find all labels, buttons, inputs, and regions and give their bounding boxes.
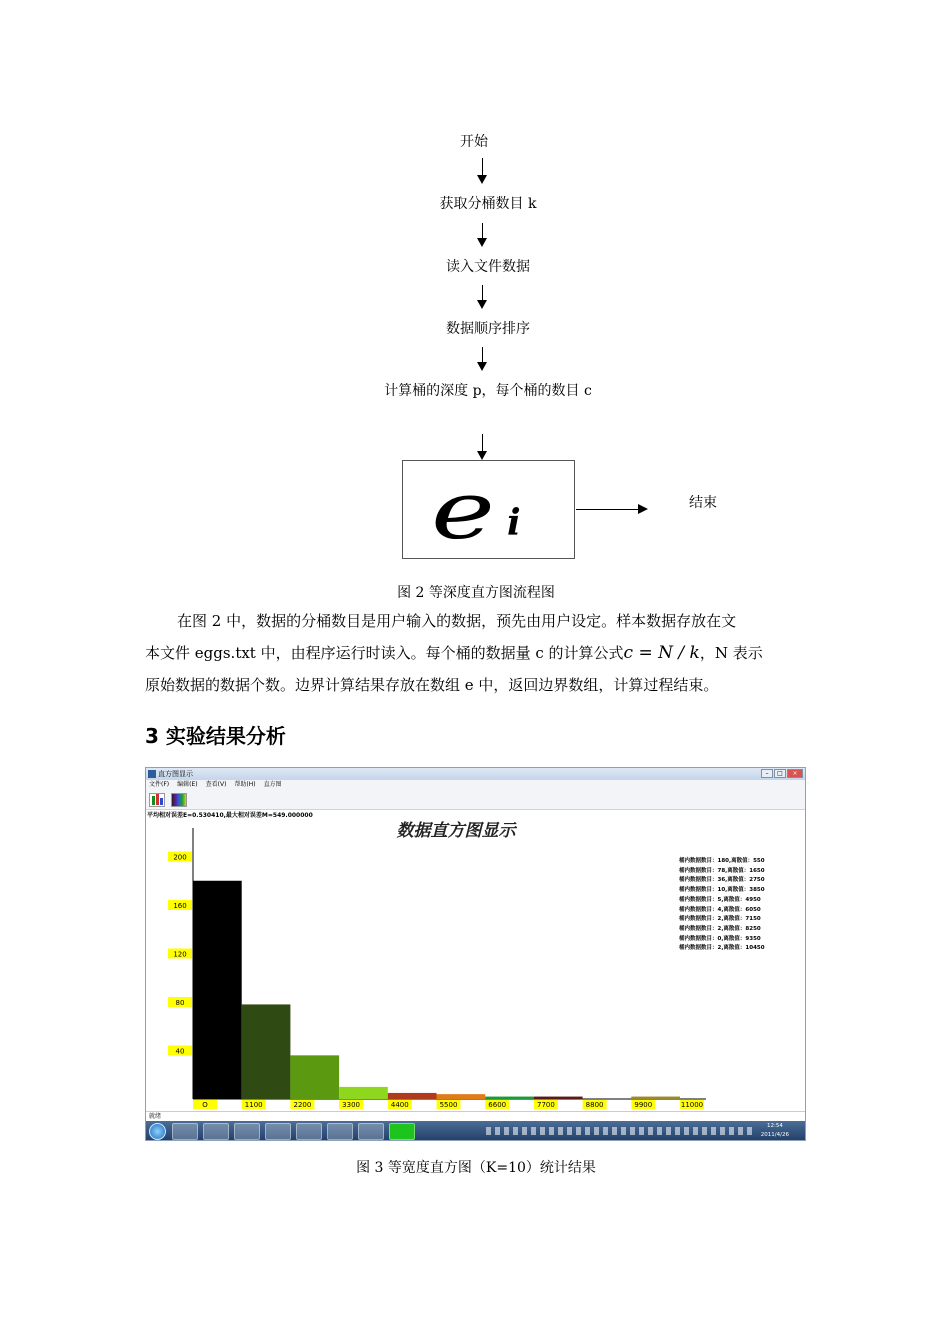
x-tick-label: 8800 [585, 1101, 604, 1109]
x-tick-label: 7700 [536, 1101, 555, 1109]
figure2-caption: 图 2 等深度直方图流程图 [397, 585, 555, 601]
x-tick-label: 6600 [488, 1101, 507, 1109]
formula: c = N / k [623, 643, 700, 663]
x-tick-label: 3300 [342, 1101, 361, 1109]
para-line-1: 在图 2 中，数据的分桶数目是用户输入的数据，预先由用户设定。样本数据存放在文 [177, 612, 737, 630]
histogram-bar [290, 1055, 339, 1099]
flow-sort: 数据顺序排序 [446, 321, 530, 337]
histogram-bar [631, 1097, 680, 1099]
legend-entry: 桶内数据数目：10,离散值：3850 [679, 887, 765, 894]
histogram-bar [242, 1004, 291, 1099]
menu-edit[interactable]: 编辑(E) [177, 781, 198, 788]
y-tick-label: 160 [173, 902, 187, 910]
error-summary: 平均相对误差E=0.530410,最大相对误差M=549.000000 [147, 812, 313, 819]
flow-read: 读入文件数据 [446, 259, 530, 275]
menu-view[interactable]: 查看(V) [205, 781, 227, 788]
para-line-3: 原始数据的数据个数。边界计算结果存放在数组 e 中，返回边界数组，计算过程结束。 [145, 676, 719, 694]
legend-entry: 桶内数据数目：78,离散值：1650 [679, 867, 765, 874]
flow-end: 结束 [689, 495, 717, 511]
legend-entry: 桶内数据数目：4,离散值：6050 [679, 906, 761, 913]
histogram-bar [388, 1093, 437, 1099]
x-tick-label: 9900 [634, 1101, 653, 1109]
legend-entry: 桶内数据数目：36,离散值：2750 [679, 877, 765, 884]
start-button[interactable] [149, 1123, 166, 1140]
legend-entry: 桶内数据数目：180,离散值：550 [679, 858, 765, 864]
histogram-app-screenshot [145, 767, 806, 1141]
close-button[interactable]: × [787, 769, 803, 778]
status-bar [146, 1111, 805, 1121]
histogram-bar [437, 1094, 486, 1099]
flow-arrow-right [576, 509, 646, 510]
menu-file[interactable]: 文件(F) [149, 781, 170, 788]
y-tick-label: 40 [175, 1047, 185, 1056]
x-tick-label: 4400 [390, 1101, 409, 1109]
taskbar-app-icon[interactable] [296, 1123, 322, 1140]
taskbar-media-icon[interactable] [234, 1123, 260, 1140]
symbol-e: e [431, 464, 495, 557]
legend-entry: 桶内数据数目：2,离散值：10450 [679, 945, 765, 952]
taskbar-ie-icon[interactable] [172, 1123, 198, 1140]
legend-entry: 桶内数据数目：2,离散值：8250 [679, 925, 761, 932]
minimize-button[interactable]: – [761, 769, 773, 778]
flow-start: 开始 [460, 134, 488, 150]
menu-help[interactable]: 帮助(H) [234, 781, 256, 788]
taskbar [146, 1121, 805, 1141]
flow-calc: 计算桶的深度 p，每个桶的数目 c [384, 383, 592, 399]
clock-time: 12:54 [766, 1123, 783, 1129]
legend-entry: 桶内数据数目：2,离散值：7150 [679, 916, 761, 923]
menu-histogram[interactable]: 直方图 [263, 781, 282, 788]
para-line-2-pre: 本文件 eggs.txt 中，由程序运行时读入。每个桶的数据量 c 的计算公式 [145, 644, 624, 662]
taskbar-paint-icon[interactable] [327, 1123, 353, 1140]
status-text: 就绪 [149, 1113, 162, 1120]
x-tick-label: 1100 [244, 1101, 263, 1109]
figure3-caption: 图 3 等宽度直方图（K=10）统计结果 [356, 1160, 596, 1176]
y-tick-label: 80 [175, 999, 185, 1007]
flow-output-box [402, 460, 575, 559]
x-tick-label: 5500 [439, 1101, 458, 1109]
histogram-chart [146, 768, 806, 1141]
histogram-bar [534, 1097, 583, 1099]
taskbar-histogram-icon[interactable] [389, 1123, 415, 1140]
symbol-subscript-i: i [507, 502, 521, 544]
para-line-2 [145, 637, 810, 669]
taskbar-clock [761, 1122, 789, 1140]
body-paragraph [145, 605, 810, 701]
y-tick-label: 120 [173, 950, 187, 959]
para-line-2-post: ，N 表示 [699, 644, 763, 662]
system-tray-icons [486, 1127, 756, 1135]
legend-entry: 桶内数据数目：5,离散值：4950 [679, 896, 761, 903]
legend-entry: 桶内数据数目：0,离散值：9350 [679, 935, 761, 942]
clock-date: 2011/4/26 [760, 1132, 789, 1138]
window-title: 直方图显示 [158, 770, 193, 778]
maximize-button[interactable]: □ [774, 769, 786, 778]
x-tick-label: 11000 [680, 1101, 704, 1109]
histogram-bar [339, 1087, 388, 1099]
section-heading: 3 实验结果分析 [145, 724, 286, 748]
histogram-bar [485, 1097, 534, 1099]
x-tick-label: O [202, 1101, 208, 1109]
x-tick-label: 2200 [293, 1101, 312, 1109]
histogram-bar [193, 881, 242, 1099]
flow-get-k: 获取分桶数目 k [439, 196, 537, 212]
chart-title: 数据直方图显示 [396, 821, 516, 841]
y-tick-label: 200 [173, 853, 187, 862]
taskbar-explorer-icon[interactable] [203, 1123, 229, 1140]
taskbar-save-icon[interactable] [265, 1123, 291, 1140]
taskbar-word-icon[interactable] [358, 1123, 384, 1140]
